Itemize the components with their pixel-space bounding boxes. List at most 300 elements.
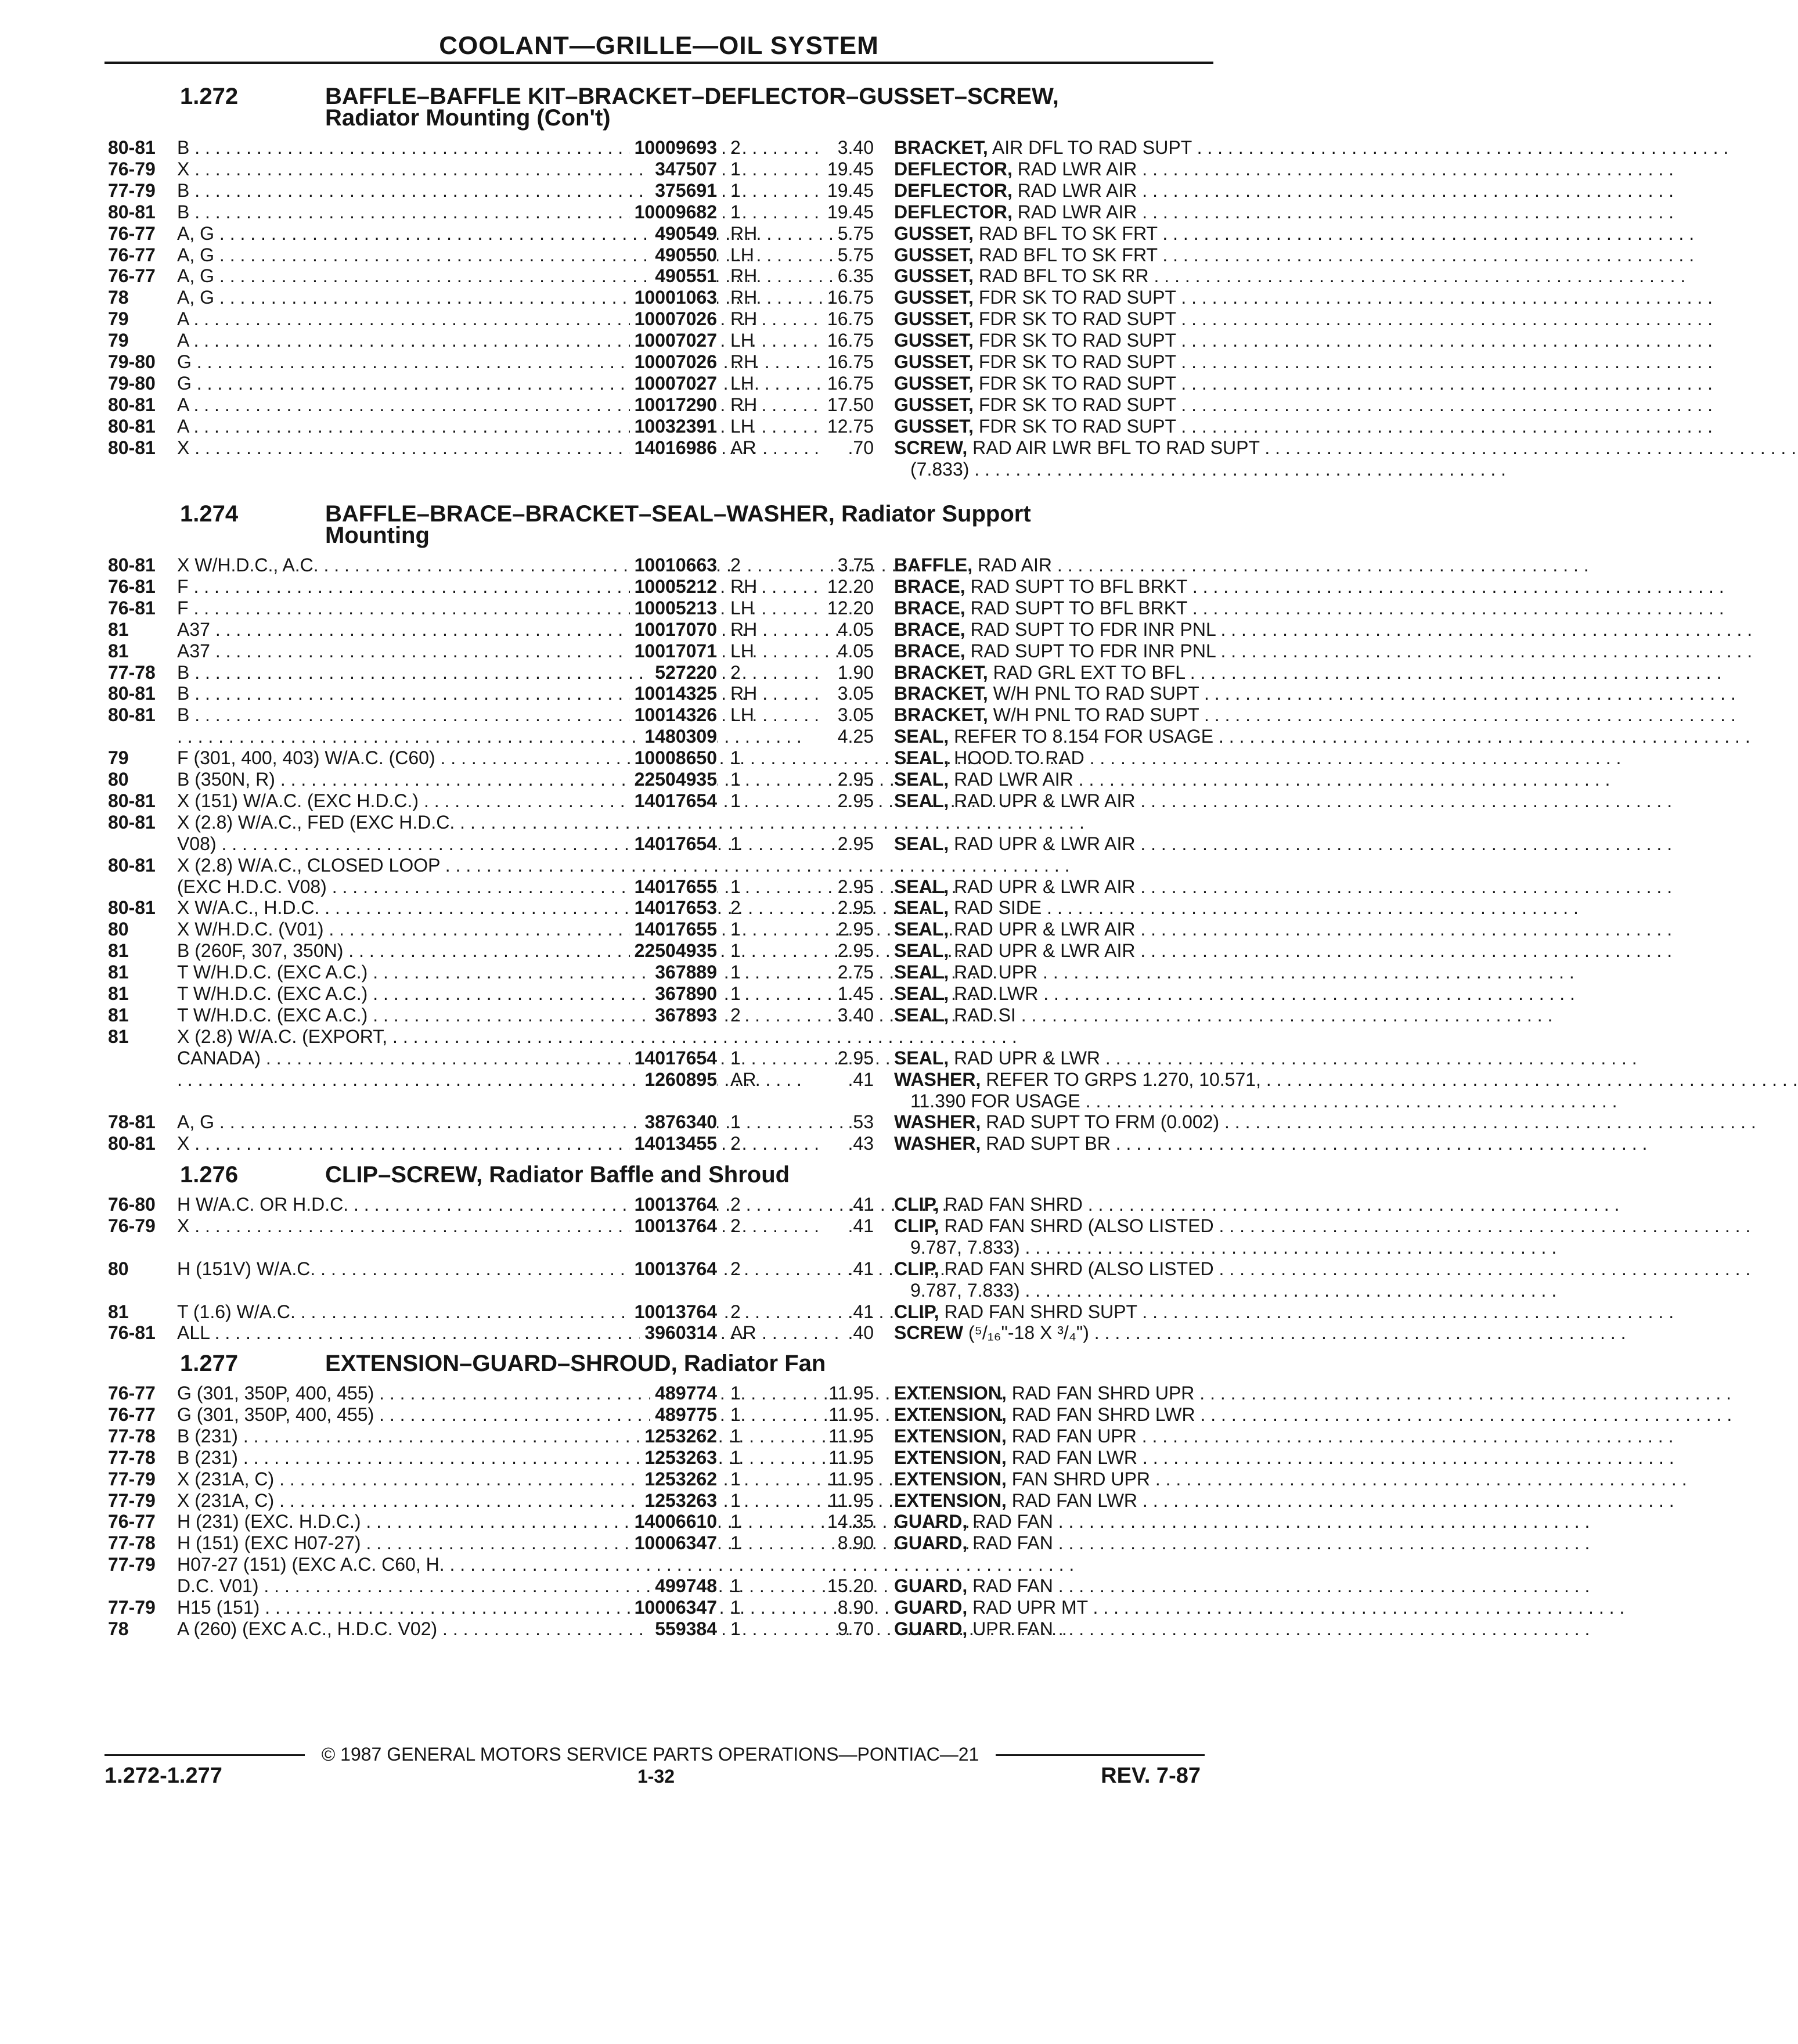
part-detail: FDR SK TO RAD SUPT (978, 351, 1176, 372)
model-year: 80-81 (108, 704, 156, 726)
part-detail: RAD LWR AIR (1017, 179, 1137, 201)
part-detail: RAD UPR & LWR AIR (954, 833, 1136, 854)
model-year: 81 (108, 983, 129, 1004)
model-application: V08) . . . (177, 833, 578, 854)
model-year: 80-81 (108, 854, 156, 876)
model-year: 76-77 (108, 222, 156, 244)
part-number: 14017655 (630, 919, 717, 940)
part-description (894, 1301, 1213, 1322)
part-description (894, 726, 1213, 747)
part-noun: BRACKET, (894, 661, 988, 683)
price: 3.75 (837, 555, 874, 575)
part-noun: GUARD, (894, 1532, 968, 1554)
table-row (105, 394, 1213, 415)
quantity: 2 (730, 661, 741, 683)
table-row (105, 576, 1213, 597)
quantity: 1 (730, 983, 741, 1004)
model-application: B (231) . . . (177, 1426, 578, 1446)
model-year: 77-79 (108, 1597, 156, 1618)
price: 2.95 (837, 940, 874, 962)
model-year: 77-78 (108, 661, 156, 683)
part-number: 14017655 (630, 876, 717, 897)
quantity: 2 (730, 1301, 741, 1322)
part-noun: SEAL, (894, 769, 949, 790)
table-row (105, 1532, 1213, 1553)
price: 5.75 (837, 244, 874, 265)
model-application: X (2.8) W/A.C. (EXPORT, . . . (177, 1026, 578, 1047)
price: 16.75 (827, 372, 874, 394)
part-number: 367889 (650, 962, 717, 983)
price: 11.95 (828, 1489, 874, 1511)
table-row (105, 244, 1213, 265)
part-number: 10007026 (630, 308, 717, 329)
part-description (894, 576, 1213, 597)
table-row (105, 662, 1213, 683)
model-year: 78-81 (108, 1111, 156, 1133)
model-application: B . . . (177, 201, 578, 222)
model-application: G (301, 350P, 400, 455) . . . (177, 1404, 578, 1425)
price: 4.25 (837, 726, 874, 747)
quantity: RH (730, 618, 758, 640)
part-description (894, 897, 1213, 918)
price: 9.70 (837, 1618, 874, 1639)
price: 2.95 (837, 1047, 874, 1068)
model-year: 80-81 (108, 555, 156, 575)
model-application: A (260) (EXC A.C., H.D.C. V02) . . . (177, 1618, 578, 1639)
quantity: 2 (730, 1194, 741, 1215)
model-year: 80-81 (108, 811, 156, 833)
price: 1.45 (837, 983, 874, 1004)
price: 16.75 (827, 287, 874, 308)
part-description (894, 662, 1213, 683)
model-year: 76-77 (108, 265, 156, 287)
model-application (177, 1069, 578, 1090)
price: 15.20 (827, 1575, 874, 1597)
part-noun: BRACKET, (894, 704, 988, 726)
price: 3.05 (837, 683, 874, 704)
table-row (105, 1490, 1213, 1511)
quantity: 1 (730, 1575, 741, 1597)
part-detail: FAN SHRD UPR (1011, 1468, 1150, 1489)
part-number: 14013455 (630, 1133, 717, 1154)
table-row (105, 459, 1213, 480)
footer-revision: REV. 7-87 (1101, 1764, 1201, 1788)
part-description (894, 201, 1213, 222)
table-row (105, 555, 1213, 575)
part-number: 10013764 (630, 1194, 717, 1215)
model-application: X (2.8) W/A.C., CLOSED LOOP . . . (177, 855, 578, 876)
part-number: 10005213 (630, 598, 717, 618)
part-description (894, 1597, 1213, 1618)
quantity: LH (730, 704, 754, 726)
part-description (894, 1194, 1213, 1215)
part-detail: FDR SK TO RAD SUPT (978, 308, 1176, 330)
quantity: 1 (730, 1404, 741, 1425)
model-application: H W/A.C. OR H.D.C. . . . (177, 1194, 578, 1215)
part-detail: REFER TO 8.154 FOR USAGE (954, 726, 1214, 747)
model-year: 81 (108, 1025, 129, 1047)
quantity: AR (730, 437, 756, 458)
header-rule (105, 62, 1213, 64)
price: 11.95 (828, 1425, 874, 1446)
model-application: T (1.6) W/A.C. . . . (177, 1301, 578, 1322)
part-noun: BAFFLE, (894, 555, 973, 575)
table-row (105, 1426, 1213, 1446)
model-application: X W/H.D.C. (V01) . . . (177, 919, 578, 940)
price: 11.95 (828, 1446, 874, 1468)
part-number: 559384 (650, 1618, 717, 1639)
quantity: 1 (730, 179, 741, 201)
part-number: 10017070 (630, 619, 717, 640)
table-row (105, 1258, 1213, 1279)
part-noun: SEAL, (894, 833, 949, 854)
part-number: 10006347 (630, 1532, 717, 1553)
model-application: A, G . . . (177, 244, 578, 265)
part-detail: RAD FAN LWR (1011, 1446, 1138, 1468)
part-number: 10013764 (630, 1301, 717, 1322)
part-description (894, 1469, 1213, 1489)
model-year: 77-79 (108, 1468, 156, 1489)
part-noun: GUSSET, (894, 372, 974, 394)
part-noun: CLIP, (894, 1301, 939, 1322)
part-detail: RAD FAN SHRD (944, 1194, 1083, 1215)
quantity: 1 (730, 201, 741, 222)
quantity: 1 (730, 962, 741, 983)
model-application: B (260F, 307, 350N) . . . (177, 940, 578, 961)
table-row (105, 1068, 1261, 1090)
table-row (105, 1469, 1213, 1489)
part-noun: SEAL, (894, 897, 949, 919)
model-year: 79-80 (108, 351, 156, 372)
quantity: RH (730, 351, 758, 372)
quantity: 1 (730, 919, 741, 940)
price: 11.95 (828, 1468, 874, 1489)
price: .41 (848, 1301, 874, 1322)
part-number: 527220 (650, 662, 717, 683)
quantity: RH (730, 265, 758, 287)
part-description (894, 1490, 1213, 1511)
price: .41 (848, 1215, 874, 1236)
quantity: AR (730, 1068, 756, 1090)
part-detail: RAD FAN LWR (1011, 1489, 1138, 1511)
part-noun: GUSSET, (894, 265, 974, 287)
section-name: BAFFLE–BRACE–BRACKET–SEAL–WASHER, Radiator Support (325, 501, 1031, 527)
quantity: LH (730, 597, 754, 618)
part-description (894, 962, 1213, 983)
part-description (894, 1618, 1213, 1639)
model-application: H (151) (EXC H07-27) . . . (177, 1532, 578, 1553)
price: .41 (848, 1258, 874, 1279)
table-row (105, 287, 1213, 308)
part-detail: RAD LWR AIR (1017, 201, 1137, 222)
part-description (894, 287, 1213, 308)
table-row (105, 1383, 1213, 1404)
part-description (894, 1447, 1213, 1468)
price: 16.75 (827, 330, 874, 351)
quantity: 1 (730, 1047, 741, 1068)
table-row (105, 1005, 1213, 1025)
part-detail: AIR DFL TO RAD SUPT (992, 137, 1192, 158)
part-noun: EXTENSION, (894, 1468, 1007, 1489)
part-number: 3960314 (640, 1322, 717, 1343)
part-noun: SEAL, (894, 1004, 949, 1025)
model-application: B . . . (177, 704, 578, 725)
part-detail: RAD AIR (977, 555, 1053, 575)
part-noun: GUSSET, (894, 330, 974, 351)
part-number: 1253263 (640, 1447, 717, 1468)
part-number: 10001063 (630, 287, 717, 308)
part-detail: RAD FAN SHRD LWR (1011, 1404, 1195, 1425)
price: 2.95 (837, 876, 874, 897)
table-row (105, 351, 1213, 372)
table-row (105, 1597, 1213, 1618)
quantity: RH (730, 222, 758, 244)
quantity: 1 (730, 1446, 741, 1468)
part-number: 375691 (650, 180, 717, 201)
part-description (894, 919, 1213, 940)
model-year: 80 (108, 919, 129, 940)
part-description (894, 876, 1213, 897)
part-detail: RAD BFL TO SK FRT (978, 222, 1158, 244)
price: .41 (848, 1194, 874, 1215)
model-year: 76-77 (108, 1511, 156, 1532)
price: 11.95 (828, 1404, 874, 1425)
model-year: 80 (108, 769, 129, 790)
part-noun: EXTENSION, (894, 1404, 1007, 1425)
part-noun: SEAL, (894, 962, 949, 983)
part-noun: SCREW (894, 1322, 964, 1344)
model-application: A, G . . . (177, 287, 578, 308)
part-number: 10017071 (630, 640, 717, 661)
model-application: H (231) (EXC. H.D.C.) . . . (177, 1511, 578, 1532)
table-row (105, 223, 1213, 244)
section-number: 1.272 (180, 84, 239, 109)
price: 4.05 (837, 640, 874, 661)
model-year: 76-79 (108, 158, 156, 179)
part-detail: RAD UPR & LWR (954, 1047, 1100, 1068)
price: 12.75 (827, 415, 874, 437)
table-row (105, 1575, 1213, 1596)
model-application: A . . . (177, 330, 578, 351)
model-application: F . . . (177, 598, 578, 618)
quantity: 2 (730, 555, 741, 575)
part-number: 10014325 (630, 683, 717, 704)
model-year: 78 (108, 1618, 129, 1639)
part-detail: RAD FAN (972, 1575, 1053, 1597)
part-number: 490549 (650, 223, 717, 244)
table-row (105, 373, 1213, 394)
table-row (105, 1280, 1213, 1301)
model-year: 77-78 (108, 1446, 156, 1468)
model-year: 80-81 (108, 897, 156, 919)
table-row (105, 1511, 1213, 1532)
section-number: 1.276 (180, 1162, 239, 1187)
part-description (894, 1258, 1213, 1279)
part-detail: RAD UPR & LWR AIR (954, 876, 1136, 897)
part-detail: RAD SUPT TO FDR INR PNL (970, 640, 1216, 661)
table-row (105, 1091, 1213, 1111)
model-year: 80-81 (108, 201, 156, 222)
part-detail: (7.833) (910, 458, 970, 480)
part-detail: RAD UPR & LWR AIR (954, 940, 1136, 962)
part-detail: HOOD TO RAD (954, 747, 1084, 769)
quantity: 1 (730, 876, 741, 897)
model-application: X (231A, C) . . . (177, 1469, 578, 1489)
model-year: 81 (108, 618, 129, 640)
price: 16.75 (827, 351, 874, 372)
footer-group-range: 1.272-1.277 (105, 1764, 222, 1788)
table-row (105, 1404, 1213, 1425)
model-application: D.C. V01) . . . (177, 1575, 578, 1596)
part-description (894, 1404, 1213, 1425)
part-noun: CLIP, (894, 1258, 939, 1279)
model-application: B . . . (177, 137, 578, 158)
part-detail: (⁵/₁₆"-18 X ³/₄") (968, 1322, 1089, 1344)
part-detail: RAD FAN (972, 1532, 1053, 1554)
part-number: 22504935 (630, 769, 717, 790)
model-application: H (151V) W/A.C. . . . (177, 1258, 578, 1279)
table-row (105, 897, 1213, 918)
price: 12.20 (827, 575, 874, 597)
part-description (894, 555, 1213, 575)
part-description (894, 459, 1230, 480)
part-detail: W/H PNL TO RAD SUPT (993, 704, 1199, 726)
part-detail: RAD LWR AIR (954, 769, 1073, 790)
model-year: 76-81 (108, 1322, 156, 1344)
price: 17.50 (827, 394, 874, 415)
part-description (894, 747, 1213, 768)
footer-rule-left (105, 1754, 305, 1756)
part-detail: W/H PNL TO RAD SUPT (993, 683, 1199, 704)
model-year: 80-81 (108, 437, 156, 458)
part-description (894, 223, 1213, 244)
part-description (894, 618, 1216, 640)
model-application: ALL . . . (177, 1322, 578, 1343)
model-year: 81 (108, 1004, 129, 1025)
quantity: 1 (730, 158, 741, 179)
part-number: 1260895 (640, 1069, 717, 1090)
table-row (105, 1194, 1213, 1215)
part-description (894, 983, 1213, 1004)
price: 2.75 (837, 962, 874, 983)
quantity: 1 (730, 1597, 741, 1618)
model-year: 76-77 (108, 1404, 156, 1425)
model-year: 79 (108, 747, 129, 769)
model-year: 76-77 (108, 244, 156, 265)
price: 2.95 (837, 919, 874, 940)
part-noun: BRACE, (894, 575, 965, 597)
model-year: 80-81 (108, 415, 156, 437)
part-detail: RAD FAN SHRD (ALSO LISTED (944, 1215, 1214, 1236)
price: .41 (848, 1068, 874, 1090)
part-noun: GUSSET, (894, 351, 974, 372)
part-description (894, 265, 1213, 286)
part-description (894, 330, 1213, 351)
model-application: A37 . . . (177, 640, 578, 661)
table-row (105, 437, 1260, 458)
quantity: RH (730, 575, 758, 597)
model-application: X (151) W/A.C. (EXC H.D.C.) . . . (177, 790, 578, 811)
part-number: 10010663 (630, 555, 717, 575)
model-application: T W/H.D.C. (EXC A.C.) . . . (177, 1005, 578, 1025)
price: 2.95 (837, 897, 874, 919)
table-row (105, 416, 1213, 437)
table-row (105, 640, 1216, 661)
model-application: X W/A.C., H.D.C. . . . (177, 897, 578, 918)
quantity: 1 (730, 1532, 741, 1554)
model-year: 76-81 (108, 597, 156, 618)
part-description (894, 1383, 1213, 1404)
section-number: 1.277 (180, 1351, 239, 1376)
table-row (105, 855, 1213, 876)
part-number: 10013764 (630, 1215, 717, 1236)
part-noun: WASHER, (894, 1133, 981, 1154)
table-row (105, 1554, 1213, 1575)
model-application: T W/H.D.C. (EXC A.C.) . . . (177, 962, 578, 983)
part-number: 22504935 (630, 940, 717, 961)
price: .43 (848, 1133, 874, 1154)
part-description (894, 704, 1213, 725)
model-year: 81 (108, 940, 129, 962)
model-year: 79 (108, 330, 129, 351)
part-number: 14017654 (630, 790, 717, 811)
part-description (894, 1005, 1213, 1025)
footer-copyright: © 1987 GENERAL MOTORS SERVICE PARTS OPERATIONS—PONTIAC—21 (321, 1744, 979, 1765)
part-noun: GUSSET, (894, 308, 974, 330)
table-row (105, 812, 1213, 833)
part-number: 14017653 (630, 897, 717, 918)
part-noun: BRACE, (894, 597, 965, 618)
part-number: 367893 (650, 1005, 717, 1025)
part-detail: FDR SK TO RAD SUPT (978, 394, 1176, 415)
table-row (105, 330, 1213, 351)
part-detail: RAD FAN UPR (1011, 1425, 1137, 1446)
table-row (105, 180, 1213, 201)
part-number: 1253263 (640, 1490, 717, 1511)
part-detail: RAD GRL EXT TO BFL (993, 661, 1185, 683)
price: 2.95 (837, 833, 874, 854)
price: .40 (848, 1322, 874, 1344)
quantity: 1 (730, 1618, 741, 1639)
quantity: 1 (730, 769, 741, 790)
part-description (894, 244, 1213, 265)
quantity: 1 (730, 1468, 741, 1489)
part-detail: RAD SIDE (954, 897, 1042, 919)
price: 3.05 (837, 704, 874, 726)
part-description (894, 1048, 1213, 1068)
part-noun: BRACKET, (894, 137, 988, 158)
model-application: T W/H.D.C. (EXC A.C.) . . . (177, 983, 578, 1004)
part-number: 10007027 (630, 330, 717, 351)
model-year: 77-79 (108, 1489, 156, 1511)
quantity: 2 (730, 1215, 741, 1236)
model-year: 76-81 (108, 575, 156, 597)
part-noun: SEAL, (894, 747, 949, 769)
part-number: 1253262 (640, 1469, 717, 1489)
model-year: 77-78 (108, 1425, 156, 1446)
quantity: 2 (730, 1133, 741, 1154)
model-year: 76-80 (108, 1194, 156, 1215)
model-year: 80-81 (108, 137, 156, 158)
table-row (105, 833, 1213, 854)
price: 2.95 (837, 790, 874, 811)
part-description (894, 180, 1213, 201)
section-name: CLIP–SCREW, Radiator Baffle and Shroud (325, 1162, 790, 1187)
part-description (894, 1511, 1213, 1532)
model-year: 77-78 (108, 1532, 156, 1554)
part-description (894, 373, 1213, 394)
part-number: 10014326 (630, 704, 717, 725)
